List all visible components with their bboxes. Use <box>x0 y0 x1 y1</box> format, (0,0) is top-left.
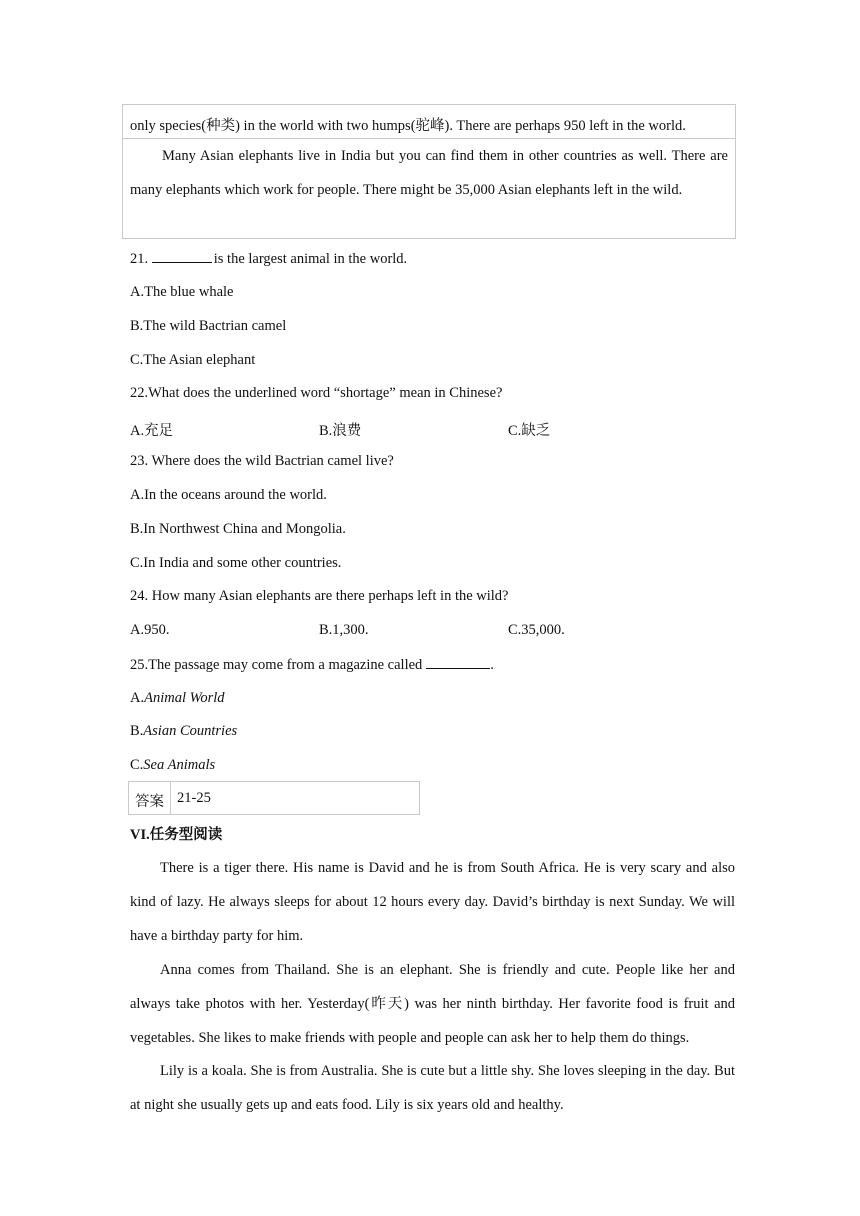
option-25-c <box>130 757 215 774</box>
question-number: 21. <box>130 251 149 267</box>
question-21 <box>130 250 407 268</box>
option-24-b: B.1,300. <box>319 622 369 638</box>
option-text: Sea Animals <box>143 757 216 773</box>
answer-label: 答案 <box>129 782 171 814</box>
answer-table <box>128 781 420 815</box>
question-text: 25.The passage may come from a magazine called <box>130 657 423 673</box>
option-letter: B. <box>130 723 144 739</box>
option-letter: C. <box>130 757 144 773</box>
section-title: VI.任务型阅读 <box>130 827 223 843</box>
option-25-b <box>130 723 237 740</box>
question-22: 22.What does the underlined word “shortage” mean in Chinese? <box>130 385 503 401</box>
question-25 <box>130 656 494 674</box>
question-text: is the largest animal in the world. <box>213 251 408 267</box>
option-22-a: A.充足 <box>130 423 174 439</box>
paragraph-tiger: There is a tiger there. His name is David and he is from South Africa. He is very scary and also kind of lazy. He always sleeps for about 12 hours every day. David’s birthday is next Sunday. We will have a birthday party for him. <box>130 860 735 944</box>
question-23: 23. Where does the wild Bactrian camel live? <box>130 453 394 469</box>
question-24: 24. How many Asian elephants are there perhaps left in the wild? <box>130 588 509 604</box>
paragraph-elephant: Anna comes from Thailand. She is an elephant. She is friendly and cute. People like her and always take photos with her. Yesterday(昨天) was her ninth birthday. Her favorite food is fruit and vegetables. She likes to make friends with people and people can ask her to help them do things. <box>130 962 735 1046</box>
option-23-c: C.In India and some other countries. <box>130 555 342 571</box>
passage-row-camel: only species(种类) in the world with two humps(驼峰). There are perhaps 950 left in the world. <box>123 105 735 139</box>
option-24-c: C.35,000. <box>508 622 565 638</box>
option-text: Animal World <box>144 690 225 706</box>
option-text: Asian Countries <box>143 723 238 739</box>
answer-blank <box>152 250 212 263</box>
option-21-c: C.The Asian elephant <box>130 352 256 368</box>
paragraph-koala: Lily is a koala. She is from Australia. She is cute but a little shy. She loves sleeping in the day. But at night she usually gets up and eats food. Lily is six years old and healthy. <box>130 1063 735 1113</box>
passage-row-elephant: Many Asian elephants live in India but you can find them in other countries as well. There are many elephants which work for people. There might be 35,000 Asian elephants left in the wild. <box>130 148 728 198</box>
answer-value: 21-25 <box>177 790 211 806</box>
option-22-c: C.缺乏 <box>508 423 551 439</box>
option-letter: A. <box>130 690 145 706</box>
option-23-a: A.In the oceans around the world. <box>130 487 327 503</box>
option-22-b: B.浪费 <box>319 423 362 439</box>
option-25-a <box>130 690 225 707</box>
option-23-b: B.In Northwest China and Mongolia. <box>130 521 346 537</box>
option-21-b: B.The wild Bactrian camel <box>130 318 287 334</box>
option-24-a: A.950. <box>130 622 170 638</box>
answer-blank <box>426 656 490 669</box>
question-end: . <box>490 657 494 673</box>
passage-table <box>122 104 736 239</box>
option-21-a: A.The blue whale <box>130 284 234 300</box>
